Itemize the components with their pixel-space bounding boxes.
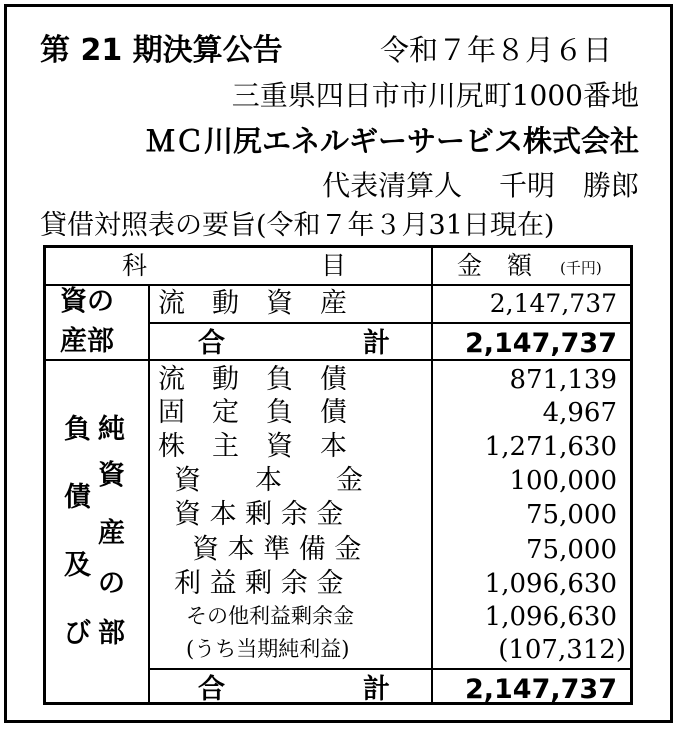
liability-row-label: 利 益 剰 余 金: [174, 568, 344, 599]
net-assets-section-char: 部: [98, 618, 125, 649]
liability-row-label: その他利益剰余金: [186, 604, 354, 628]
liabilities-total-value: 2,147,737: [464, 674, 617, 705]
net-assets-section-char: 資: [98, 460, 125, 491]
liability-row-value: 4,967: [542, 398, 617, 428]
representative-name: 代表清算人 千明 勝郎: [322, 169, 639, 202]
assets-section-label-1: 資の: [60, 286, 114, 317]
balance-sheet-title: 貸借対照表の要旨(令和７年３月31日現在): [40, 210, 555, 241]
liabilities-section-char: 及: [64, 550, 91, 581]
net-assets-section-char: 純: [98, 414, 125, 445]
balance-sheet-table: [43, 245, 633, 705]
liability-row-value: 75,000: [526, 500, 617, 530]
liabilities-total-label-2: 計: [363, 674, 390, 705]
assets-total-label-1: 合: [198, 328, 225, 359]
liability-row-value: 1,096,630: [484, 602, 617, 632]
liability-row-value: (107,312): [498, 635, 626, 665]
liability-row-label: (うち当期純利益): [186, 637, 350, 661]
liability-row-label: 株 主 資 本: [158, 431, 347, 462]
column-header-amount: 金 額: [457, 251, 533, 280]
liability-row-label: 資 本 準 備 金: [192, 534, 362, 565]
liability-row-label: 流 動 負 債: [158, 364, 347, 395]
liability-row-label: 資 本 金: [174, 465, 363, 496]
company-address: 三重県四日市市川尻町1000番地: [231, 79, 639, 112]
assets-total-value: 2,147,737: [464, 328, 617, 359]
liability-row-value: 75,000: [526, 535, 617, 565]
column-header-unit: (千円): [560, 259, 602, 277]
announcement-date: 令和７年８月６日: [380, 33, 613, 67]
assets-section-label-2: 産部: [60, 326, 114, 357]
liabilities-total-label-1: 合: [198, 674, 225, 705]
liability-row-value: 100,000: [509, 466, 617, 496]
announcement-title: 第 21 期決算公告: [40, 33, 283, 68]
net-assets-section-char: 産: [98, 518, 125, 549]
liability-row-label: 固 定 負 債: [158, 397, 347, 428]
liabilities-section-char: 負: [64, 414, 91, 445]
liability-row-value: 1,271,630: [484, 432, 617, 462]
column-header-subject-1: 科: [122, 251, 148, 280]
liability-row-label: 資 本 剰 余 金: [174, 499, 344, 530]
liabilities-section-char: び: [64, 618, 91, 649]
assets-row-label: 流 動 資 産: [158, 288, 347, 319]
column-header-subject-2: 目: [321, 251, 347, 280]
assets-total-label-2: 計: [363, 328, 390, 359]
assets-row-value: 2,147,737: [489, 289, 617, 318]
company-name: ＭＣ川尻エネルギーサービス株式会社: [145, 124, 639, 158]
liability-row-value: 1,096,630: [484, 569, 617, 599]
liabilities-section-char: 債: [64, 482, 91, 513]
liability-row-value: 871,139: [509, 365, 617, 395]
net-assets-section-char: の: [98, 568, 125, 599]
